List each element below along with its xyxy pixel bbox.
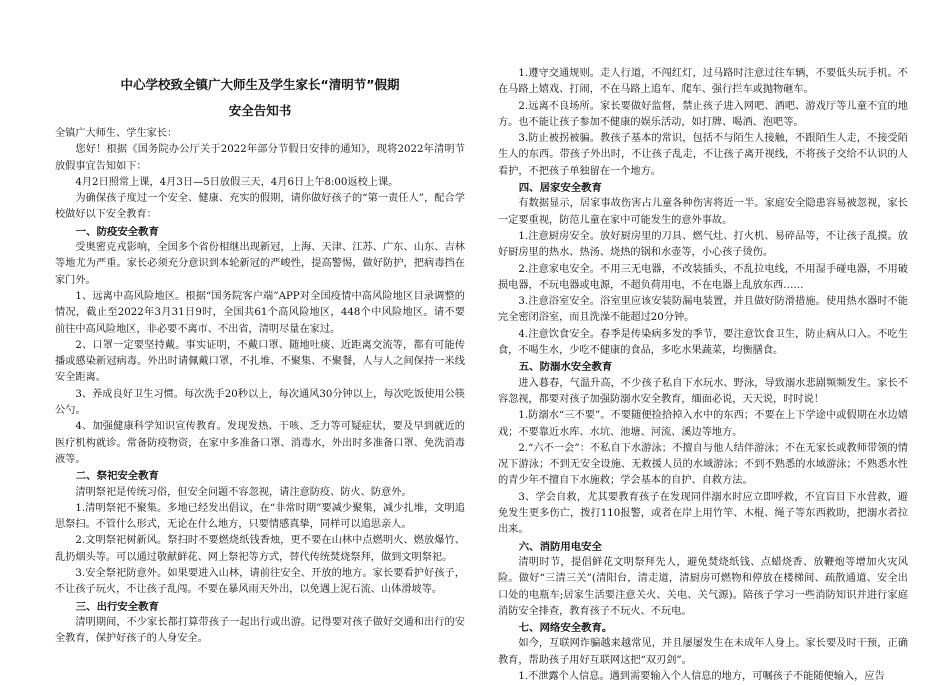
paragraph: 如今，互联网诈骗越来越常见，并且屡屡发生在未成年人身上。家长要及时干预，正确教育，帮助孩子用好互联网这把“双刃剑”。 bbox=[498, 638, 908, 666]
paragraph: 1.清明祭祀不聚集。多地已经发出倡议，在“非常时期”要减少聚集，减少扎堆，文明追思祭扫。不管什么形式，无论在什么地方，只要情感真挚，同样可以追思亲人。 bbox=[55, 502, 465, 531]
paragraph: 1、远离中高风险地区。根据“国务院客户端”APP对全国疫情中高风险地区目录调整的情况，截止至2022年3月31日9时，全国共61个高风险地区，448个中风险地区。请不要前往中高风险地区，非必要不离市、不出省，清明尽量在家过。 bbox=[55, 290, 465, 335]
paragraph: 为确保孩子度过一个安全、健康、充实的假期，请你做好孩子的“第一责任人”，配合学校做好以下安全教育： bbox=[55, 193, 465, 221]
paragraph: 清明祭祀是传统习俗，但安全问题不容忽视，请注意防疫、防火、防意外。 bbox=[75, 486, 412, 498]
paragraph: 有数据显示，居家事故伤害占儿童各种伤害将近一半。家庭安全隐患容易被忽视，家长一定要重视，防范儿童在家中可能发生的意外事故。 bbox=[498, 198, 908, 226]
paragraph: 清明期间，不少家长都打算带孩子一起出行或出游。记得要对孩子做好交通和出行的安全教育，保护好孩子的人身安全。 bbox=[55, 616, 465, 645]
section-heading: 六、消防用电安全 bbox=[518, 540, 602, 553]
paragraph: 受奥密克戎影响，全国多个省份相继出现新冠，上海、天津、江苏、广东、山东、吉林等地尤为严重。家长必须充分意识到本轮新冠的严峻性，提高警惕，做好防护，把病毒挡在家门外。 bbox=[55, 242, 465, 286]
section-heading: 七、网络安全教育。 bbox=[518, 622, 613, 635]
paragraph: 4月2日照常上课，4月3日—5日放假三天，4月6日上午8:00返校上课。 bbox=[75, 176, 399, 188]
section-heading: 三、出行安全教育 bbox=[75, 600, 159, 613]
paragraph: 4.注意饮食安全。春季是传染病多发的季节，要注意饮食卫生，防止病从口入。不吃生食，不喝生水，少吃不健康的食品，多吃水果蔬菜，均衡膳食。 bbox=[498, 328, 908, 357]
paragraph: 1.注意厨房安全。放好厨房里的刀具、燃气灶、打火机、易碎品等，不让孩子乱摸。放好厨房里的热水、热汤、烧热的锅和水壶等，小心孩子烫伤。 bbox=[498, 230, 908, 259]
paragraph: 2.文明祭祀树新风。祭扫时不要燃烧纸钱香烛，更不要在山林中点燃明火、燃放爆竹、乱扔烟头等。可以通过敬献鲜花、网上祭祀等方式，替代传统焚烧祭拜，做到文明祭祀。 bbox=[55, 535, 465, 563]
document-subtitle: 安全告知书 bbox=[228, 103, 292, 118]
paragraph: 进入暮春，气温升高，不少孩子私自下水玩水、野泳，导致溺水悲剧频频发生。家长不容忽视，都要对孩子加强防溺水安全教育，缅面必说，天天说，时时说！ bbox=[498, 377, 908, 405]
paragraph: 1.遵守交通规则。走人行道，不闯红灯，过马路时注意过往车辆，不要低头玩手机。不在马路上嬉戏、打闹，不在马路上追车、爬车、强行拦车或抛物砸车。 bbox=[498, 68, 908, 96]
right-column bbox=[498, 66, 908, 685]
paragraph: 2.注意家电安全。不用三无电器，不改装插头，不乱拉电线，不用湿手碰电器，不用破损电器，不玩电器或电源，不超负荷用电，不在电器上乱放东西…… bbox=[498, 263, 908, 291]
paragraph: 4、加强健康科学知识宣传教育。发现发热、干咳、乏力等可疑症状，要及早到就近的医疗机构就诊。常备防疫物资，在家中多准备口罩、消毒水，外出时多准备口罩、免洗消毒液等。 bbox=[55, 421, 465, 465]
paragraph: 1.防溺水“三不要”。不要随便捡拾掉入水中的东西；不要在上下学途中或假期在水边嬉戏；不要靠近水库、水坑、池塘、河流、溪边等地方。 bbox=[498, 410, 908, 438]
paragraph: 您好！根据《国务院办公厅关于2022年部分节假日安排的通知》，现将2022年清明节放假事宜告知如下： bbox=[55, 144, 465, 172]
section-heading: 一、防疫安全教育 bbox=[75, 225, 159, 238]
paragraph: 清明时节，提倡鲜花文明祭拜先人，避免焚烧纸钱、点蜡烧香、放鞭炮等增加火灾风险。做好“三清三关”(清阳台，清走道，清厨房可燃物和停放在楼梯间、疏散通道、安全出口处的电瓶车;居家生活要注意关火、关电、关气源)。陪孩子学习一些消防知识并进行家庭消防安全排查，教育孩子不玩火、不玩电。 bbox=[498, 556, 908, 617]
paragraph: 3.防止被拐被骗。教孩子基本的常识，包括不与陌生人接触，不跟陌生人走，不接受陌生人的东西。带孩子外出时，不让孩子乱走，不让孩子离开视线，不将孩子交给不认识的人看护，不把孩子单独留在一个地方。 bbox=[498, 133, 908, 177]
paragraph: 1.不泄露个人信息。遇到需要输入个人信息的地方，可嘱孩子不能随便输入，应告 bbox=[518, 670, 885, 682]
section-heading: 四、居家安全教育 bbox=[518, 182, 602, 195]
paragraph: 2、口罩一定要坚持戴。事实证明，不戴口罩、随地吐痰、近距离交流等，都有可能传播或感染新冠病毒。外出时请佩戴口罩，不扎堆、不聚集、不聚餐，人与人之间保持一米线安全距离。 bbox=[55, 339, 465, 384]
section-heading: 二、祭祀安全教育 bbox=[75, 470, 159, 483]
paragraph: 2.远离不良场所。家长要做好监督，禁止孩子进入网吧、酒吧、游戏厅等儿童不宜的地方。也不能让孩子参加不健康的娱乐活动，如打牌、喝酒、泡吧等。 bbox=[498, 100, 908, 128]
paragraph: 3、养成良好卫生习惯。每次洗手20秒以上，每次通风30分钟以上，每次吃饭使用公筷公勺。 bbox=[55, 388, 465, 417]
section-heading: 五、防溺水安全教育 bbox=[518, 361, 613, 374]
left-column bbox=[55, 70, 465, 648]
paragraph: 全镇广大师生、学生家长： bbox=[55, 128, 178, 139]
paragraph: 2.“六不一会”：不私自下水游泳；不擅自与他人结伴游泳；不在无家长或教师带领的情况下游泳；不到无安全设施、无救援人员的水域游泳；不到不熟悉的水域游泳；不熟悉水性的青少年不擅自下水施救；学会基本的自护、自救方法。 bbox=[498, 442, 908, 487]
paragraph: 3.安全祭祀防意外。如果要进入山林，请前往安全、开放的地方。家长要看护好孩子，不让孩子玩火，不让孩子乱闯。不要在暴风雨天外出，以免遇上泥石流、山体滑坡等。 bbox=[55, 568, 465, 596]
paragraph: 3.注意浴室安全。浴室里应该安装防漏电装置，并且做好防滑措施。使用热水器时不能完全密闭浴室，而且洗澡不能超过20分钟。 bbox=[498, 296, 908, 324]
paragraph: 3、学会自救，尤其要教育孩子在发现同伴溺水时应立即呼救，不宜盲目下水营救，避免发生更多伤亡，拨打110报警，或者在岸上用竹竿、木棍、绳子等东西救助，把溺水者拉出来。 bbox=[498, 491, 908, 536]
document-title: 中心学校致全镇广大师生及学生家长“清明节”假期 bbox=[120, 77, 400, 92]
